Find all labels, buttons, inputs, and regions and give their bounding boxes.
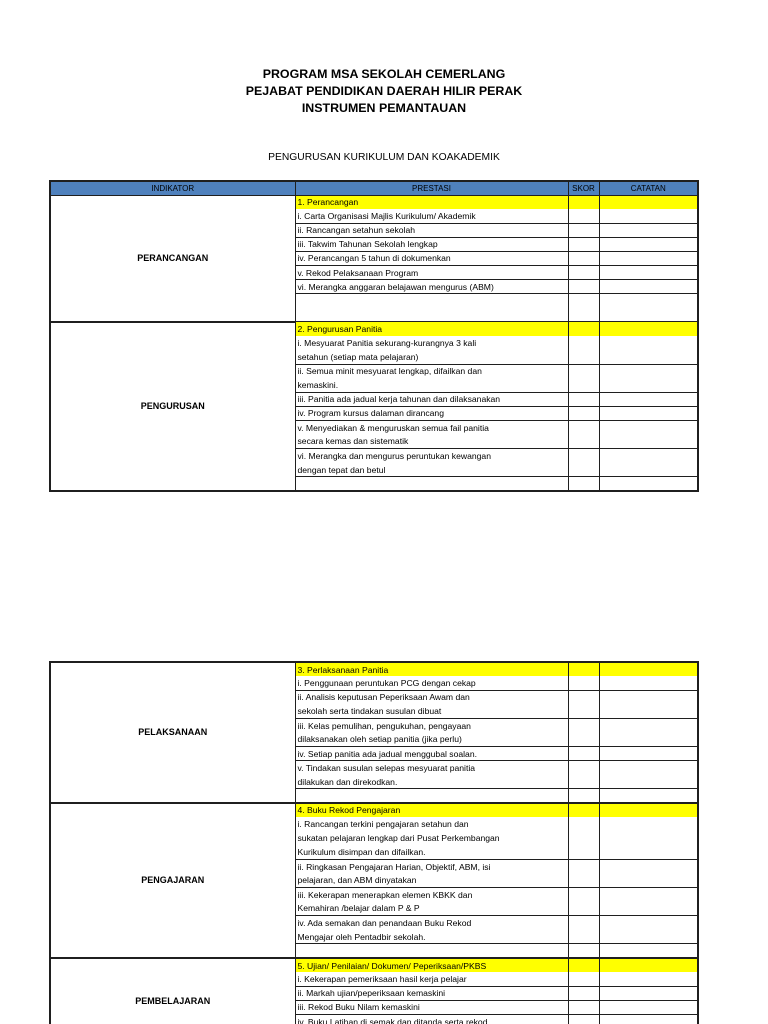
header-catatan: CATATAN <box>599 181 698 195</box>
catatan-cell[interactable] <box>599 406 698 420</box>
section-heading: 3. Perlaksanaan Panitia <box>295 662 568 676</box>
catatan-cell[interactable] <box>599 747 698 761</box>
skor-cell[interactable] <box>568 775 599 789</box>
section-heading: 4. Buku Rekod Pengajaran <box>295 803 568 817</box>
prestasi-cell: v. Tindakan susulan selepas mesyuarat panitia <box>295 761 568 775</box>
skor-cell[interactable] <box>568 747 599 761</box>
skor-cell[interactable] <box>568 676 599 690</box>
catatan-cell[interactable] <box>599 449 698 463</box>
catatan-cell[interactable] <box>599 873 698 887</box>
skor-cell[interactable] <box>568 378 599 392</box>
skor-cell[interactable] <box>568 308 599 322</box>
office-title: PEJABAT PENDIDIKAN DAERAH HILIR PERAK <box>245 84 523 98</box>
skor-cell[interactable] <box>568 859 599 873</box>
skor-cell[interactable] <box>568 803 599 817</box>
catatan-cell[interactable] <box>599 463 698 477</box>
catatan-cell[interactable] <box>599 294 698 308</box>
prestasi-cell <box>295 308 568 322</box>
indikator-cell: PEMBELAJARAN <box>50 958 295 1024</box>
catatan-cell[interactable] <box>599 958 698 972</box>
prestasi-cell: Kurikulum disimpan dan difailkan. <box>295 845 568 859</box>
skor-cell[interactable] <box>568 449 599 463</box>
catatan-cell[interactable] <box>599 350 698 364</box>
catatan-cell[interactable] <box>599 1000 698 1014</box>
prestasi-cell <box>295 477 568 491</box>
prestasi-cell: iv. Ada semakan dan penandaan Buku Rekod <box>295 916 568 930</box>
table-header-row <box>50 181 698 195</box>
prestasi-cell: i. Penggunaan peruntukan PCG dengan cekap <box>295 676 568 690</box>
prestasi-cell: iv. Program kursus dalaman dirancang <box>295 406 568 420</box>
skor-cell[interactable] <box>568 761 599 775</box>
prestasi-cell: i. Kekerapan pemeriksaan hasil kerja pelajar <box>295 972 568 986</box>
prestasi-cell: Kemahiran /belajar dalam P & P <box>295 902 568 916</box>
prestasi-cell: ii. Semua minit mesyuarat lengkap, difailkan dan <box>295 364 568 378</box>
prestasi-cell: vi. Merangka dan mengurus peruntukan kewangan <box>295 449 568 463</box>
catatan-cell[interactable] <box>599 944 698 958</box>
skor-cell[interactable] <box>568 732 599 746</box>
catatan-cell[interactable] <box>599 930 698 944</box>
skor-cell[interactable] <box>568 392 599 406</box>
skor-cell[interactable] <box>568 845 599 859</box>
prestasi-cell: vi. Merangka anggaran belajawan mengurus (ABM) <box>295 280 568 294</box>
prestasi-cell: i. Carta Organisasi Majlis Kurikulum/ Akademik <box>295 209 568 223</box>
prestasi-cell <box>295 944 568 958</box>
skor-cell[interactable] <box>568 1000 599 1014</box>
prestasi-cell: secara kemas dan sistematik <box>295 435 568 449</box>
prestasi-cell: dengan tepat dan betul <box>295 463 568 477</box>
skor-cell[interactable] <box>568 831 599 845</box>
section-heading-row <box>50 803 698 817</box>
skor-cell[interactable] <box>568 294 599 308</box>
prestasi-cell: pelajaran, dan ABM dinyatakan <box>295 873 568 887</box>
skor-cell[interactable] <box>568 873 599 887</box>
prestasi-cell <box>295 294 568 308</box>
skor-cell[interactable] <box>568 662 599 676</box>
catatan-cell[interactable] <box>599 676 698 690</box>
catatan-cell[interactable] <box>599 775 698 789</box>
header-prestasi: PRESTASI <box>295 181 568 195</box>
skor-cell[interactable] <box>568 817 599 831</box>
skor-cell[interactable] <box>568 930 599 944</box>
catatan-cell[interactable] <box>599 336 698 350</box>
skor-cell[interactable] <box>568 364 599 378</box>
section-heading: 5. Ujian/ Penilaian/ Dokumen/ Peperiksaan/PKBS <box>295 958 568 972</box>
prestasi-cell <box>295 789 568 803</box>
prestasi-cell: v. Rekod Pelaksanaan Program <box>295 265 568 279</box>
skor-cell[interactable] <box>568 944 599 958</box>
skor-cell[interactable] <box>568 209 599 223</box>
catatan-cell[interactable] <box>599 972 698 986</box>
prestasi-cell: dilakukan dan direkodkan. <box>295 775 568 789</box>
prestasi-cell: iii. Panitia ada jadual kerja tahunan dan dilaksanakan <box>295 392 568 406</box>
header-skor: SKOR <box>568 181 599 195</box>
catatan-cell[interactable] <box>599 859 698 873</box>
skor-cell[interactable] <box>568 265 599 279</box>
prestasi-cell: ii. Markah ujian/peperiksaan kemaskini <box>295 986 568 1000</box>
section-heading-row <box>50 195 698 209</box>
catatan-cell[interactable] <box>599 789 698 803</box>
skor-cell[interactable] <box>568 435 599 449</box>
prestasi-cell: sekolah serta tindakan susulan dibuat <box>295 704 568 718</box>
catatan-cell[interactable] <box>599 265 698 279</box>
indikator-cell: PERANCANGAN <box>50 195 295 322</box>
catatan-cell[interactable] <box>599 378 698 392</box>
indikator-cell: PENGURUSAN <box>50 322 295 491</box>
indikator-cell: PENGAJARAN <box>50 803 295 958</box>
section-heading: 1. Perancangan <box>295 195 568 209</box>
header-indikator: INDIKATOR <box>50 181 295 195</box>
catatan-cell[interactable] <box>599 195 698 209</box>
program-title: PROGRAM MSA SEKOLAH CEMERLANG <box>262 67 506 81</box>
prestasi-cell: iii. Rekod Buku Nilam kemaskini <box>295 1000 568 1014</box>
prestasi-cell: ii. Analisis keputusan Peperiksaan Awam dan <box>295 690 568 704</box>
skor-cell[interactable] <box>568 322 599 336</box>
prestasi-cell: sukatan pelajaran lengkap dari Pusat Perkembangan <box>295 831 568 845</box>
prestasi-cell: iii. Takwim Tahunan Sekolah lengkap <box>295 237 568 251</box>
prestasi-cell: i. Rancangan terkini pengajaran setahun dan <box>295 817 568 831</box>
catatan-cell[interactable] <box>599 916 698 930</box>
monitoring-table-2 <box>49 661 699 1024</box>
catatan-cell[interactable] <box>599 662 698 676</box>
catatan-cell[interactable] <box>599 477 698 491</box>
skor-cell[interactable] <box>568 958 599 972</box>
catatan-cell[interactable] <box>599 803 698 817</box>
skor-cell[interactable] <box>568 237 599 251</box>
catatan-cell[interactable] <box>599 280 698 294</box>
catatan-cell[interactable] <box>599 902 698 916</box>
skor-cell[interactable] <box>568 718 599 732</box>
indikator-cell: PELAKSANAAN <box>50 662 295 803</box>
skor-cell[interactable] <box>568 195 599 209</box>
catatan-cell[interactable] <box>599 392 698 406</box>
section-heading-row <box>50 958 698 972</box>
catatan-cell[interactable] <box>599 690 698 704</box>
catatan-cell[interactable] <box>599 237 698 251</box>
skor-cell[interactable] <box>568 986 599 1000</box>
section-heading: 2. Pengurusan Panitia <box>295 322 568 336</box>
instrument-title: INSTRUMEN PEMANTAUAN <box>301 101 467 115</box>
document-titles <box>0 66 768 117</box>
section-subtitle: PENGURUSAN KURIKULUM DAN KOAKADEMIK <box>268 152 500 163</box>
catatan-cell[interactable] <box>599 364 698 378</box>
prestasi-cell: ii. Rancangan setahun sekolah <box>295 223 568 237</box>
catatan-cell[interactable] <box>599 421 698 435</box>
catatan-cell[interactable] <box>599 322 698 336</box>
skor-cell[interactable] <box>568 421 599 435</box>
prestasi-cell: i. Mesyuarat Panitia sekurang-kurangnya 3 kali <box>295 336 568 350</box>
skor-cell[interactable] <box>568 916 599 930</box>
section-heading-row <box>50 662 698 676</box>
skor-cell[interactable] <box>568 350 599 364</box>
skor-cell[interactable] <box>568 704 599 718</box>
catatan-cell[interactable] <box>599 251 698 265</box>
skor-cell[interactable] <box>568 902 599 916</box>
catatan-cell[interactable] <box>599 718 698 732</box>
catatan-cell[interactable] <box>599 704 698 718</box>
catatan-cell[interactable] <box>599 986 698 1000</box>
catatan-cell[interactable] <box>599 845 698 859</box>
skor-cell[interactable] <box>568 406 599 420</box>
skor-cell[interactable] <box>568 477 599 491</box>
prestasi-cell: iii. Kelas pemulihan, pengukuhan, pengayaan <box>295 718 568 732</box>
skor-cell[interactable] <box>568 690 599 704</box>
catatan-cell[interactable] <box>599 831 698 845</box>
section-heading-row <box>50 322 698 336</box>
prestasi-cell: Mengajar oleh Pentadbir sekolah. <box>295 930 568 944</box>
skor-cell[interactable] <box>568 463 599 477</box>
prestasi-cell: ii. Ringkasan Pengajaran Harian, Objektif, ABM, isi <box>295 859 568 873</box>
skor-cell[interactable] <box>568 336 599 350</box>
catatan-cell[interactable] <box>599 1014 698 1024</box>
catatan-cell[interactable] <box>599 732 698 746</box>
prestasi-cell: setahun (setiap mata pelajaran) <box>295 350 568 364</box>
catatan-cell[interactable] <box>599 817 698 831</box>
prestasi-cell: kemaskini. <box>295 378 568 392</box>
skor-cell[interactable] <box>568 251 599 265</box>
prestasi-cell: iii. Kekerapan menerapkan elemen KBKK dan <box>295 888 568 902</box>
prestasi-cell: v. Menyediakan & menguruskan semua fail panitia <box>295 421 568 435</box>
prestasi-cell: dilaksanakan oleh setiap panitia (jika perlu) <box>295 732 568 746</box>
catatan-cell[interactable] <box>599 209 698 223</box>
skor-cell[interactable] <box>568 280 599 294</box>
catatan-cell[interactable] <box>599 223 698 237</box>
catatan-cell[interactable] <box>599 435 698 449</box>
prestasi-cell: iv. Buku Latihan di semak dan ditanda serta rekod <box>295 1014 568 1024</box>
catatan-cell[interactable] <box>599 761 698 775</box>
catatan-cell[interactable] <box>599 308 698 322</box>
skor-cell[interactable] <box>568 1014 599 1024</box>
prestasi-cell: iv. Setiap panitia ada jadual menggubal soalan. <box>295 747 568 761</box>
prestasi-cell: iv. Perancangan 5 tahun di dokumenkan <box>295 251 568 265</box>
skor-cell[interactable] <box>568 223 599 237</box>
skor-cell[interactable] <box>568 789 599 803</box>
skor-cell[interactable] <box>568 972 599 986</box>
monitoring-table-1 <box>49 180 699 492</box>
skor-cell[interactable] <box>568 888 599 902</box>
catatan-cell[interactable] <box>599 888 698 902</box>
